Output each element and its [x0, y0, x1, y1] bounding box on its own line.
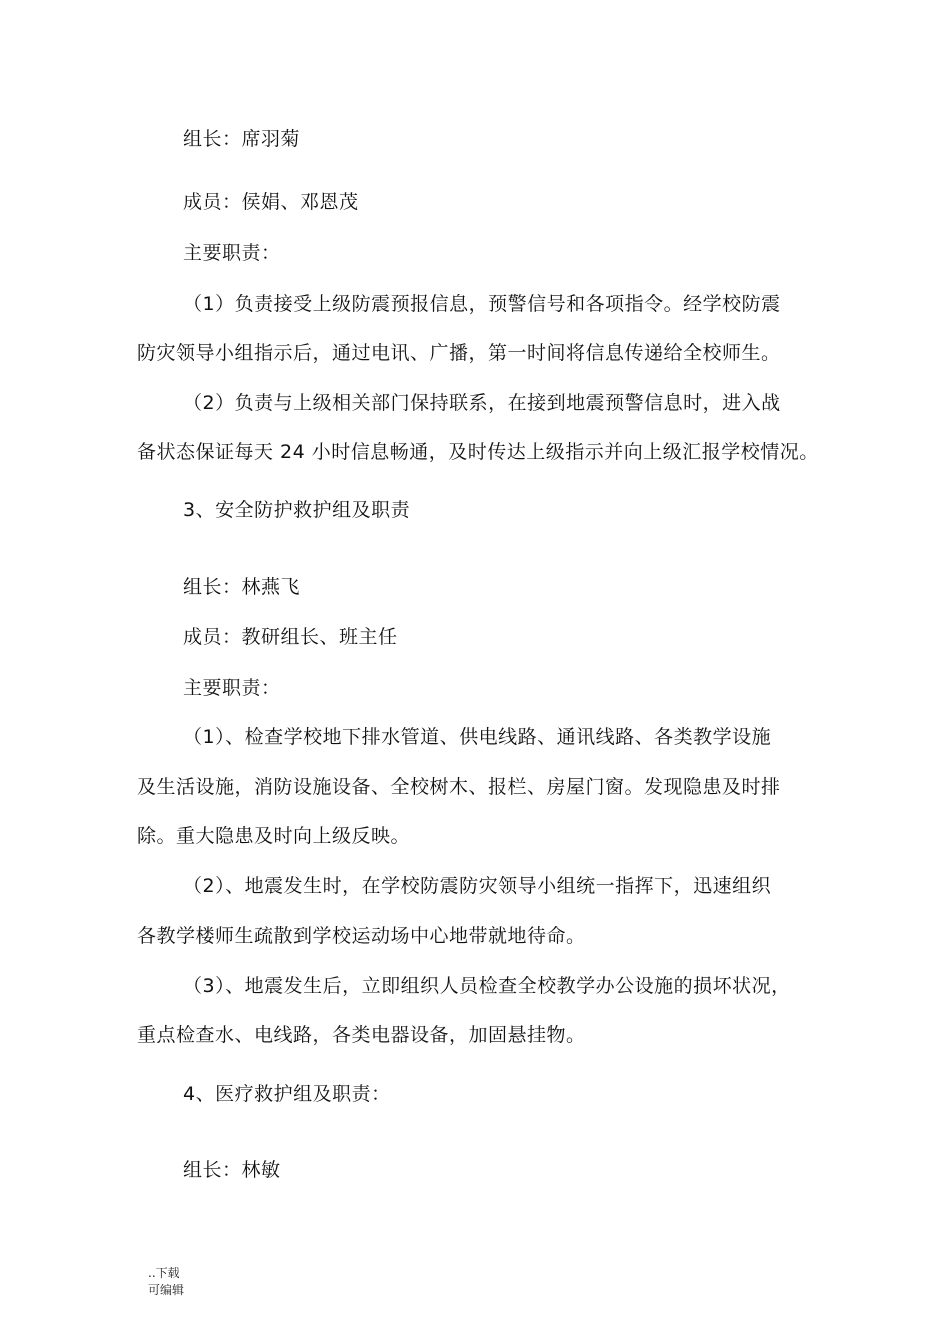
duty-paragraph-line: 各教学楼师生疏散到学校运动场中心地带就地待命。 — [137, 925, 586, 947]
section-heading: 4、医疗救护组及职责： — [183, 1083, 391, 1105]
duty-paragraph-line: （3）、地震发生后，立即组织人员检查全校教学办公设施的损坏状况， — [183, 975, 791, 997]
duty-paragraph-line: 防灾领导小组指示后，通过电讯、广播，第一时间将信息传递给全校师生。 — [137, 342, 781, 364]
duty-paragraph-line: （1）负责接受上级防震预报信息，预警信号和各项指令。经学校防震 — [183, 293, 781, 315]
group-leader-line: 组长：林敏 — [183, 1159, 281, 1181]
footer-download-note: ..下载 — [148, 1266, 180, 1280]
duty-paragraph-line: 除。重大隐患及时向上级反映。 — [137, 825, 411, 847]
duty-paragraph-line: 备状态保证每天 24 小时信息畅通，及时传达上级指示并向上级汇报学校情况。 — [137, 441, 819, 463]
members-line: 成员：教研组长、班主任 — [183, 626, 398, 648]
members-line: 成员：侯娟、邓恩茂 — [183, 191, 359, 213]
group-leader-line: 组长：林燕飞 — [183, 576, 301, 598]
section-heading: 3、安全防护救护组及职责 — [183, 499, 411, 521]
duty-paragraph-line: （2）负责与上级相关部门保持联系，在接到地震预警信息时，进入战 — [183, 392, 781, 414]
duty-paragraph-line: （1）、检查学校地下排水管道、供电线路、通讯线路、各类教学设施 — [183, 726, 772, 748]
footer-editable-note: 可编辑 — [148, 1283, 185, 1297]
duties-heading: 主要职责： — [183, 677, 281, 699]
group-leader-line: 组长：席羽菊 — [183, 128, 301, 150]
duty-paragraph-line: 重点检查水、电线路，各类电器设备，加固悬挂物。 — [137, 1024, 586, 1046]
duty-paragraph-line: 及生活设施，消防设施设备、全校树木、报栏、房屋门窗。发现隐患及时排 — [137, 776, 781, 798]
duty-paragraph-line: （2）、地震发生时，在学校防震防灾领导小组统一指挥下，迅速组织 — [183, 875, 772, 897]
duties-heading: 主要职责： — [183, 242, 281, 264]
